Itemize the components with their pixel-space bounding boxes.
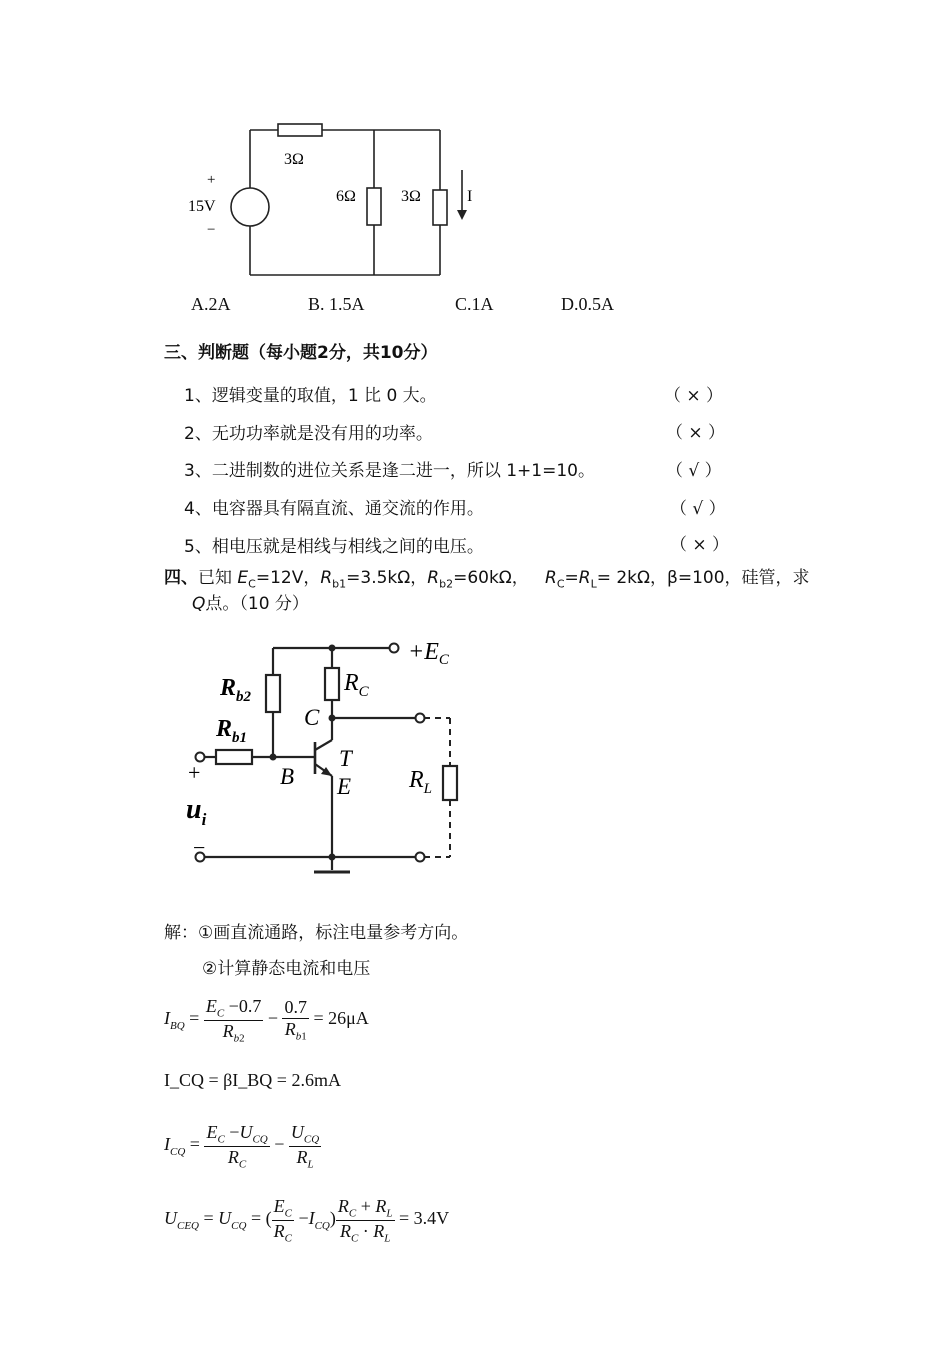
label-rb2: $R_{b2}$ [220, 675, 252, 705]
label-rb1: $R_{b1}$ [216, 716, 248, 746]
label-ui: $u_i$ [186, 794, 207, 829]
solution-step2: ②计算静态电流和电压 [202, 959, 371, 979]
judge-item-1: 1、逻辑变量的取值，1 比 0 大。 [184, 386, 437, 406]
node-collector [329, 715, 336, 722]
label-c: C [304, 705, 320, 730]
resistor-middle [367, 188, 381, 225]
judge-mark-1: （ × ） [664, 386, 724, 406]
q-symbol: Q [192, 594, 206, 614]
section4-prefix: 已知 [198, 568, 238, 588]
label-b: B [280, 764, 295, 789]
fraction-5: $\frac{E_C}{R_C}$ [273, 1196, 292, 1245]
section3-heading: 三、判断题（每小题2分，共10分） [164, 343, 438, 363]
terminal-output-bottom [416, 853, 425, 862]
fraction-3: $\frac{E_C -U_{CQ}}{R_C}$ [206, 1122, 268, 1171]
resistor-right [433, 190, 447, 225]
rc-sub: C [556, 577, 565, 591]
terminal-output-top [416, 714, 425, 723]
section4-line2 [192, 589, 309, 614]
resistor-rl [443, 766, 457, 800]
label-source-voltage: 15V [188, 198, 216, 215]
rl-sub: L [590, 577, 597, 591]
resistor-rc [325, 668, 339, 700]
label-minus: − [193, 835, 206, 860]
equation-ibq: $I_{BQ}$ = $\frac{E_C -0.7}{R_{b2}}$ − $\frac{0.7}{R_{b1}}$ = 26μA [164, 996, 369, 1045]
circuit-diagram-2 [180, 630, 480, 880]
label-source-minus: − [207, 222, 216, 238]
eq4-result: = 3.4V [399, 1208, 450, 1229]
section4-label: 四、 [164, 568, 198, 588]
rb1-value: =3.5kΩ， [346, 568, 428, 588]
rb2-sub: b2 [439, 577, 454, 591]
label-e: E [337, 774, 352, 799]
option-c: C.1A [455, 294, 494, 314]
label-r-series: 3Ω [284, 151, 304, 168]
resistor-rb2 [266, 675, 280, 712]
option-a: A.2A [191, 294, 231, 314]
label-t: T [339, 746, 352, 771]
judge-item-4: 4、电容器具有隔直流、通交流的作用。 [184, 499, 484, 519]
rl-symbol: =R [564, 568, 591, 588]
label-rc: $R_C$ [344, 670, 369, 700]
eq2-text: I_CQ = βI_BQ = 2.6mA [164, 1070, 341, 1090]
label-ec: $+E_C$ [408, 639, 449, 668]
ec-value: =12V， [255, 568, 321, 588]
rc-value: = 2kΩ，β=100，硅管，求 [596, 568, 810, 588]
node-base [270, 754, 277, 761]
ec-sub: C [248, 577, 256, 591]
label-rl: $R_L$ [409, 767, 433, 797]
fraction-2: $\frac{0.7}{R_{b1}}$ [284, 997, 307, 1043]
resistor-rb1 [216, 750, 252, 764]
label-source-plus: + [207, 172, 216, 188]
judge-mark-2: （ × ） [666, 423, 726, 443]
node-ground [329, 854, 336, 861]
judge-mark-5: （ × ） [670, 535, 730, 555]
label-r-right: 3Ω [401, 188, 421, 205]
label-current: I [467, 188, 473, 205]
label-r-middle: 6Ω [336, 188, 356, 205]
judge-item-5: 5、相电压就是相线与相线之间的电压。 [184, 537, 484, 557]
resistor-series [278, 124, 322, 136]
current-arrow-icon [457, 210, 467, 220]
eq1-result: = 26μA [313, 1008, 369, 1029]
fraction-4: $\frac{U_{CQ}}{R_L}$ [290, 1122, 320, 1171]
rb1-symbol: R [320, 568, 333, 588]
rb2-value: =60kΩ， [453, 568, 529, 588]
voltage-source [231, 188, 269, 226]
judge-item-2: 2、无功功率就是没有用的功率。 [184, 424, 433, 444]
rb1-sub: b1 [332, 577, 347, 591]
rb2-symbol: R [427, 568, 440, 588]
fraction-1: $\frac{E_C -0.7}{R_{b2}}$ [205, 996, 262, 1045]
option-b: B. 1.5A [308, 294, 365, 314]
rc-symbol: R [545, 568, 557, 588]
ec-symbol: E [237, 568, 249, 588]
section4-line2-text: 点。（10 分） [205, 594, 309, 614]
equation-icq [164, 1070, 341, 1091]
node-top [329, 645, 336, 652]
solution-step1: 解：①画直流通路，标注电量参考方向。 [164, 923, 469, 943]
equation-uceq: $U_{CEQ} = U_{CQ}$ = ( $\frac{E_C}{R_C}$ $-I_{CQ}$) $\frac{R_C + R_L}{R_C \cdot R_L}$ = 3.4V [164, 1196, 450, 1245]
judge-item-3: 3、二进制数的进位关系是逢二进一，所以 1+1=10。 [184, 461, 595, 481]
option-d: D.0.5A [561, 294, 614, 314]
judge-mark-3: （ √ ） [666, 461, 722, 481]
judge-mark-4: （ √ ） [670, 499, 726, 519]
label-plus: + [188, 760, 201, 785]
equation-icq-2: $I_{CQ}$ = $\frac{E_C -U_{CQ}}{R_C}$ − $\frac{U_{CQ}}{R_L}$ [164, 1122, 320, 1171]
terminal-ec [390, 644, 399, 653]
circuit-diagram-1 [170, 110, 500, 290]
fraction-6: $\frac{R_C + R_L}{R_C \cdot R_L}$ [337, 1196, 393, 1245]
section4-line1 [164, 563, 810, 590]
